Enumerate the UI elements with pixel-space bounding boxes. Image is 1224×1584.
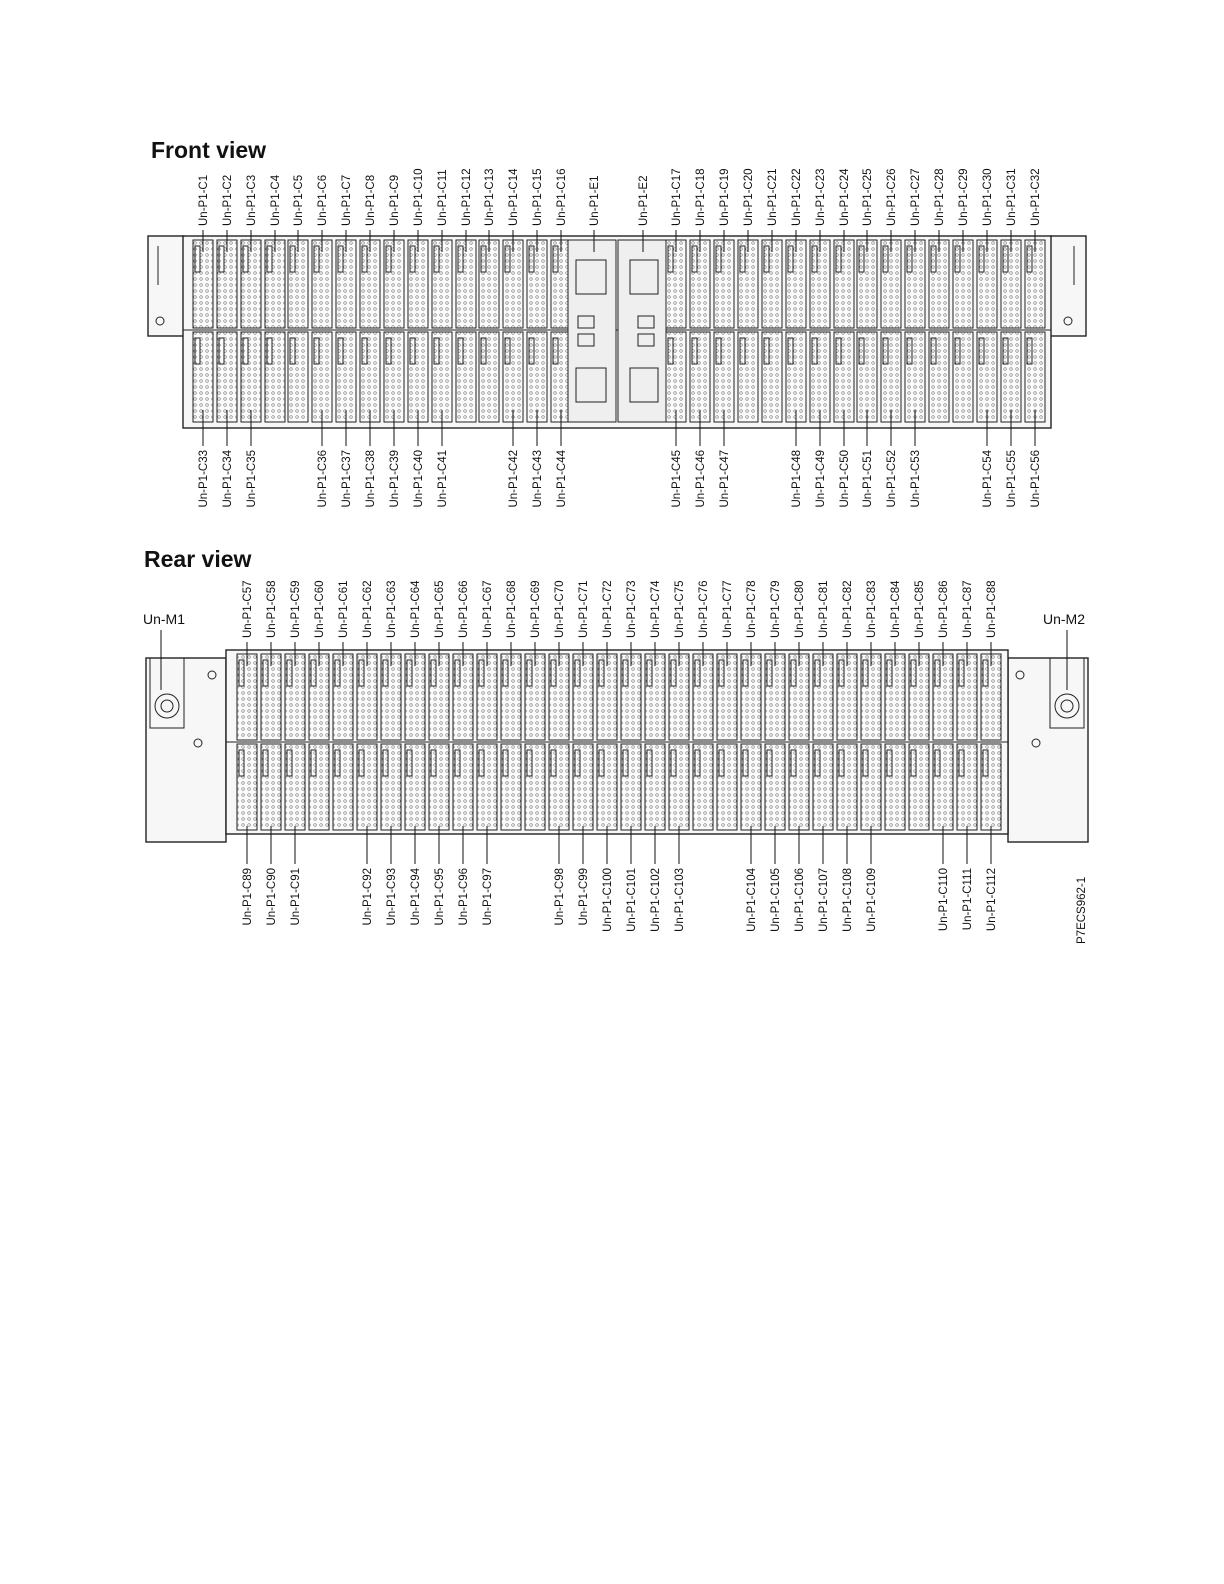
- slot-cartridge: [336, 332, 356, 422]
- slot-cartridge: [527, 332, 547, 422]
- slot-cartridge: [765, 654, 785, 740]
- slot-cartridge: [957, 654, 977, 740]
- front-label-un-p1-c28: Un-P1-C28: [934, 168, 946, 226]
- slot-cartridge: [837, 654, 857, 740]
- front-label-un-p1-c6: Un-P1-C6: [317, 174, 329, 226]
- front-label-un-p1-c7: Un-P1-C7: [341, 174, 353, 226]
- slot-cartridge: [597, 654, 617, 740]
- module-label-m1: Un-M1: [143, 611, 186, 627]
- rear-label-un-p1-c99: Un-P1-C99: [578, 868, 590, 926]
- slot-cartridge: [1001, 240, 1021, 328]
- front-label-un-p1-c50: Un-P1-C50: [839, 450, 851, 508]
- slot-cartridge: [288, 240, 308, 328]
- rear-label-un-p1-c100: Un-P1-C100: [602, 868, 614, 932]
- rear-label-un-p1-c107: Un-P1-C107: [818, 868, 830, 932]
- rear-label-un-p1-c93: Un-P1-C93: [386, 868, 398, 926]
- front-label-un-p1-c39: Un-P1-C39: [389, 450, 401, 508]
- slot-cartridge: [285, 654, 305, 740]
- rear-label-un-p1-c75: Un-P1-C75: [674, 580, 686, 638]
- slot-cartridge: [525, 654, 545, 740]
- slot-cartridge: [837, 744, 857, 830]
- slot-cartridge: [432, 332, 452, 422]
- front-label-un-p1-c40: Un-P1-C40: [413, 450, 425, 508]
- front-label-un-p1-c46: Un-P1-C46: [695, 450, 707, 508]
- slot-cartridge: [360, 332, 380, 422]
- front-label-un-p1-c19: Un-P1-C19: [719, 168, 731, 226]
- slot-cartridge: [477, 744, 497, 830]
- rear-label-un-p1-c97: Un-P1-C97: [482, 868, 494, 926]
- rear-label-un-p1-c58: Un-P1-C58: [266, 580, 278, 638]
- slot-cartridge: [881, 240, 901, 328]
- slot-cartridge: [237, 654, 257, 740]
- front-label-un-p1-c43: Un-P1-C43: [532, 450, 544, 508]
- front-label-un-p1-c17: Un-P1-C17: [671, 168, 683, 226]
- front-label-un-p1-c55: Un-P1-C55: [1006, 450, 1018, 508]
- slot-cartridge: [501, 654, 521, 740]
- rear-label-un-p1-c82: Un-P1-C82: [842, 580, 854, 638]
- slot-cartridge: [237, 744, 257, 830]
- rear-label-un-p1-c96: Un-P1-C96: [458, 868, 470, 926]
- slot-cartridge: [741, 744, 761, 830]
- rear-chassis: [146, 650, 1088, 842]
- rear-label-un-p1-c69: Un-P1-C69: [530, 580, 542, 638]
- slot-cartridge: [360, 240, 380, 328]
- rear-label-un-p1-c72: Un-P1-C72: [602, 580, 614, 638]
- slot-cartridge: [333, 744, 353, 830]
- slot-cartridge: [479, 240, 499, 328]
- front-label-un-p1-c11: Un-P1-C11: [437, 169, 449, 226]
- slot-cartridge: [669, 654, 689, 740]
- slot-cartridge: [762, 332, 782, 422]
- slot-cartridge: [1001, 332, 1021, 422]
- front-label-un-p1-c20: Un-P1-C20: [743, 168, 755, 226]
- rear-label-un-p1-c86: Un-P1-C86: [938, 580, 950, 638]
- slot-cartridge: [193, 240, 213, 328]
- slot-cartridge: [621, 744, 641, 830]
- front-label-un-p1-c54: Un-P1-C54: [982, 450, 994, 508]
- slot-cartridge: [834, 240, 854, 328]
- front-label-un-p1-c8: Un-P1-C8: [365, 174, 377, 226]
- slot-cartridge: [503, 240, 523, 328]
- front-label-un-p1-c48: Un-P1-C48: [791, 450, 803, 508]
- front-label-un-p1-c12: Un-P1-C12: [461, 168, 473, 226]
- slot-cartridge: [953, 240, 973, 328]
- front-label-un-p1-c3: Un-P1-C3: [246, 174, 258, 226]
- rear-label-un-p1-c73: Un-P1-C73: [626, 580, 638, 638]
- front-label-un-p1-c16: Un-P1-C16: [556, 168, 568, 226]
- rear-label-un-p1-c89: Un-P1-C89: [242, 868, 254, 926]
- rear-label-un-p1-c98: Un-P1-C98: [554, 868, 566, 926]
- front-label-un-p1-c29: Un-P1-C29: [958, 168, 970, 226]
- front-label-un-p1-c42: Un-P1-C42: [508, 450, 520, 508]
- slot-cartridge: [408, 332, 428, 422]
- front-label-un-p1-c24: Un-P1-C24: [839, 168, 851, 226]
- rear-label-un-p1-c70: Un-P1-C70: [554, 580, 566, 638]
- rear-label-un-p1-c85: Un-P1-C85: [914, 580, 926, 638]
- rear-bottom-labels: [242, 826, 998, 932]
- slot-cartridge: [527, 240, 547, 328]
- rear-label-un-p1-c76: Un-P1-C76: [698, 580, 710, 638]
- slot-cartridge: [549, 744, 569, 830]
- slot-cartridge: [834, 332, 854, 422]
- front-label-un-p1-c45: Un-P1-C45: [671, 450, 683, 508]
- slot-cartridge: [288, 332, 308, 422]
- slot-cartridge: [738, 332, 758, 422]
- slot-cartridge: [885, 744, 905, 830]
- slot-cartridge: [786, 332, 806, 422]
- slot-cartridge: [479, 332, 499, 422]
- slot-cartridge: [381, 654, 401, 740]
- front-label-un-p1-c18: Un-P1-C18: [695, 168, 707, 226]
- slot-cartridge: [381, 744, 401, 830]
- slot-cartridge: [432, 240, 452, 328]
- slot-cartridge: [309, 744, 329, 830]
- slot-cartridge: [405, 744, 425, 830]
- slot-cartridge: [981, 744, 1001, 830]
- rear-label-un-p1-c65: Un-P1-C65: [434, 580, 446, 638]
- slot-cartridge: [929, 332, 949, 422]
- slot-cartridge: [690, 240, 710, 328]
- front-label-un-p1-c49: Un-P1-C49: [815, 450, 827, 508]
- rear-label-un-p1-c62: Un-P1-C62: [362, 580, 374, 638]
- front-label-un-p1-c56: Un-P1-C56: [1030, 450, 1042, 508]
- slot-cartridge: [193, 332, 213, 422]
- slot-cartridge: [573, 654, 593, 740]
- rear-label-un-p1-c90: Un-P1-C90: [266, 868, 278, 926]
- front-label-un-p1-c33: Un-P1-C33: [198, 450, 210, 508]
- slot-cartridge: [933, 744, 953, 830]
- slot-cartridge: [957, 744, 977, 830]
- slot-cartridge: [477, 654, 497, 740]
- slot-cartridge: [503, 332, 523, 422]
- slot-cartridge: [813, 654, 833, 740]
- slot-cartridge: [1025, 332, 1045, 422]
- front-label-un-p1-c26: Un-P1-C26: [886, 168, 898, 226]
- slot-cartridge: [429, 654, 449, 740]
- slot-cartridge: [669, 744, 689, 830]
- slot-cartridge: [408, 240, 428, 328]
- slot-cartridge: [789, 654, 809, 740]
- rear-label-un-p1-c102: Un-P1-C102: [650, 868, 662, 932]
- slot-cartridge: [241, 332, 261, 422]
- slot-cartridge: [309, 654, 329, 740]
- slot-cartridge: [929, 240, 949, 328]
- front-label-un-p1-c41: Un-P1-C41: [437, 450, 449, 508]
- front-label-un-p1-c32: Un-P1-C32: [1030, 168, 1042, 226]
- slot-cartridge: [621, 654, 641, 740]
- slot-cartridge: [857, 332, 877, 422]
- rear-label-un-p1-c105: Un-P1-C105: [770, 868, 782, 932]
- rear-label-un-p1-c103: Un-P1-C103: [674, 868, 686, 932]
- slot-cartridge: [953, 332, 973, 422]
- slot-cartridge: [905, 240, 925, 328]
- slot-cartridge: [762, 240, 782, 328]
- slot-cartridge: [312, 332, 332, 422]
- slot-cartridge: [738, 240, 758, 328]
- slot-cartridge: [717, 654, 737, 740]
- front-label-un-p1-c9: Un-P1-C9: [389, 174, 401, 226]
- slot-cartridge: [810, 240, 830, 328]
- e1-module: [568, 240, 616, 422]
- slot-cartridge: [261, 654, 281, 740]
- front-label-un-p1-c44: Un-P1-C44: [556, 450, 568, 508]
- front-label-un-p1-c52: Un-P1-C52: [886, 450, 898, 508]
- rear-label-un-p1-c111: Un-P1-C111: [962, 868, 974, 931]
- slot-cartridge: [501, 744, 521, 830]
- rear-label-un-p1-c91: Un-P1-C91: [290, 868, 302, 926]
- slot-cartridge: [909, 744, 929, 830]
- rear-label-un-p1-c79: Un-P1-C79: [770, 580, 782, 638]
- slot-cartridge: [217, 240, 237, 328]
- front-label-un-p1-e2: Un-P1-E2: [638, 175, 650, 226]
- front-label-un-p1-c34: Un-P1-C34: [222, 450, 234, 508]
- slot-cartridge: [717, 744, 737, 830]
- slot-cartridge: [285, 744, 305, 830]
- slot-cartridge: [333, 654, 353, 740]
- front-label-un-p1-c4: Un-P1-C4: [270, 174, 282, 226]
- slot-cartridge: [909, 654, 929, 740]
- slot-cartridge: [666, 240, 686, 328]
- rear-label-un-p1-c66: Un-P1-C66: [458, 580, 470, 638]
- rear-label-un-p1-c68: Un-P1-C68: [506, 580, 518, 638]
- rear-label-un-p1-c78: Un-P1-C78: [746, 580, 758, 638]
- slot-cartridge: [666, 332, 686, 422]
- rear-label-un-p1-c59: Un-P1-C59: [290, 580, 302, 638]
- rear-label-un-p1-c71: Un-P1-C71: [578, 580, 590, 638]
- slot-cartridge: [597, 744, 617, 830]
- e2-module: [618, 240, 666, 422]
- front-label-un-p1-c25: Un-P1-C25: [862, 168, 874, 226]
- slot-cartridge: [265, 240, 285, 328]
- slot-cartridge: [1025, 240, 1045, 328]
- front-label-un-p1-c2: Un-P1-C2: [222, 174, 234, 226]
- front-label-un-p1-c31: Un-P1-C31: [1006, 168, 1018, 226]
- rear-label-un-p1-c60: Un-P1-C60: [314, 580, 326, 638]
- slot-cartridge: [714, 332, 734, 422]
- slot-cartridge: [453, 744, 473, 830]
- slot-cartridge: [217, 332, 237, 422]
- front-label-un-p1-c27: Un-P1-C27: [910, 168, 922, 226]
- slot-cartridge: [905, 332, 925, 422]
- front-label-un-p1-c47: Un-P1-C47: [719, 450, 731, 508]
- rear-label-un-p1-c110: Un-P1-C110: [938, 868, 950, 932]
- front-label-un-p1-c38: Un-P1-C38: [365, 450, 377, 508]
- front-label-un-p1-c36: Un-P1-C36: [317, 450, 329, 508]
- slot-cartridge: [429, 744, 449, 830]
- slot-cartridge: [885, 654, 905, 740]
- slot-cartridge: [265, 332, 285, 422]
- rear-label-un-p1-c101: Un-P1-C101: [626, 868, 638, 932]
- front-label-un-p1-c13: Un-P1-C13: [484, 168, 496, 226]
- rear-label-un-p1-c84: Un-P1-C84: [890, 580, 902, 638]
- rear-label-un-p1-c77: Un-P1-C77: [722, 580, 734, 638]
- rear-label-un-p1-c81: Un-P1-C81: [818, 580, 830, 638]
- rear-label-un-p1-c109: Un-P1-C109: [866, 868, 878, 932]
- rear-label-un-p1-c94: Un-P1-C94: [410, 868, 422, 926]
- front-label-un-p1-c37: Un-P1-C37: [341, 450, 353, 508]
- slot-cartridge: [357, 654, 377, 740]
- slot-cartridge: [813, 744, 833, 830]
- rear-label-un-p1-c92: Un-P1-C92: [362, 868, 374, 926]
- slot-cartridge: [405, 654, 425, 740]
- front-label-un-p1-c22: Un-P1-C22: [791, 168, 803, 226]
- slot-cartridge: [714, 240, 734, 328]
- rear-label-un-p1-c88: Un-P1-C88: [986, 580, 998, 638]
- front-label-un-p1-c14: Un-P1-C14: [508, 168, 520, 226]
- front-label-un-p1-c21: Un-P1-C21: [767, 168, 779, 226]
- slot-cartridge: [765, 744, 785, 830]
- front-view-title: Front view: [151, 137, 267, 163]
- slot-cartridge: [693, 744, 713, 830]
- rear-label-un-p1-c104: Un-P1-C104: [746, 868, 758, 932]
- slot-cartridge: [384, 240, 404, 328]
- rear-view-title: Rear view: [144, 546, 252, 572]
- slot-cartridge: [549, 654, 569, 740]
- module-label-m2: Un-M2: [1043, 611, 1086, 627]
- slot-cartridge: [857, 240, 877, 328]
- slot-cartridge: [336, 240, 356, 328]
- front-label-un-p1-c53: Un-P1-C53: [910, 450, 922, 508]
- slot-cartridge: [933, 654, 953, 740]
- slot-cartridge: [810, 332, 830, 422]
- slot-cartridge: [645, 654, 665, 740]
- rear-label-un-p1-c57: Un-P1-C57: [242, 580, 254, 638]
- front-label-un-p1-c5: Un-P1-C5: [293, 174, 305, 226]
- slot-cartridge: [357, 744, 377, 830]
- rear-label-un-p1-c64: Un-P1-C64: [410, 580, 422, 638]
- slot-cartridge: [789, 744, 809, 830]
- rear-label-un-p1-c106: Un-P1-C106: [794, 868, 806, 932]
- slot-cartridge: [456, 240, 476, 328]
- front-label-un-p1-c23: Un-P1-C23: [815, 168, 827, 226]
- rear-label-un-p1-c74: Un-P1-C74: [650, 580, 662, 638]
- front-label-un-p1-c35: Un-P1-C35: [246, 450, 258, 508]
- slot-cartridge: [573, 744, 593, 830]
- rear-label-un-p1-c61: Un-P1-C61: [338, 580, 350, 638]
- rear-label-un-p1-c80: Un-P1-C80: [794, 580, 806, 638]
- slot-cartridge: [525, 744, 545, 830]
- slot-cartridge: [261, 744, 281, 830]
- slot-cartridge: [312, 240, 332, 328]
- slot-cartridge: [693, 654, 713, 740]
- figure-id: P7ECS962-1: [1076, 876, 1088, 944]
- front-label-un-p1-e1: Un-P1-E1: [589, 175, 601, 226]
- slot-cartridge: [384, 332, 404, 422]
- front-label-un-p1-c15: Un-P1-C15: [532, 168, 544, 226]
- rear-label-un-p1-c63: Un-P1-C63: [386, 580, 398, 638]
- front-label-un-p1-c51: Un-P1-C51: [862, 450, 874, 508]
- slot-cartridge: [241, 240, 261, 328]
- slot-cartridge: [977, 240, 997, 328]
- slot-cartridge: [861, 654, 881, 740]
- rear-label-un-p1-c67: Un-P1-C67: [482, 580, 494, 638]
- slot-cartridge: [690, 332, 710, 422]
- slot-cartridge: [786, 240, 806, 328]
- rear-label-un-p1-c87: Un-P1-C87: [962, 580, 974, 638]
- rear-label-un-p1-c83: Un-P1-C83: [866, 580, 878, 638]
- slot-cartridge: [645, 744, 665, 830]
- slot-cartridge: [456, 332, 476, 422]
- rear-label-un-p1-c108: Un-P1-C108: [842, 868, 854, 932]
- front-label-un-p1-c10: Un-P1-C10: [413, 168, 425, 226]
- rear-label-un-p1-c95: Un-P1-C95: [434, 868, 446, 926]
- slot-cartridge: [977, 332, 997, 422]
- slot-cartridge: [981, 654, 1001, 740]
- rear-label-un-p1-c112: Un-P1-C112: [986, 868, 998, 932]
- front-label-un-p1-c1: Un-P1-C1: [198, 174, 210, 226]
- slot-cartridge: [861, 744, 881, 830]
- front-chassis: [148, 236, 1086, 428]
- slot-cartridge: [453, 654, 473, 740]
- front-label-un-p1-c30: Un-P1-C30: [982, 168, 994, 226]
- slot-cartridge: [741, 654, 761, 740]
- slot-cartridge: [881, 332, 901, 422]
